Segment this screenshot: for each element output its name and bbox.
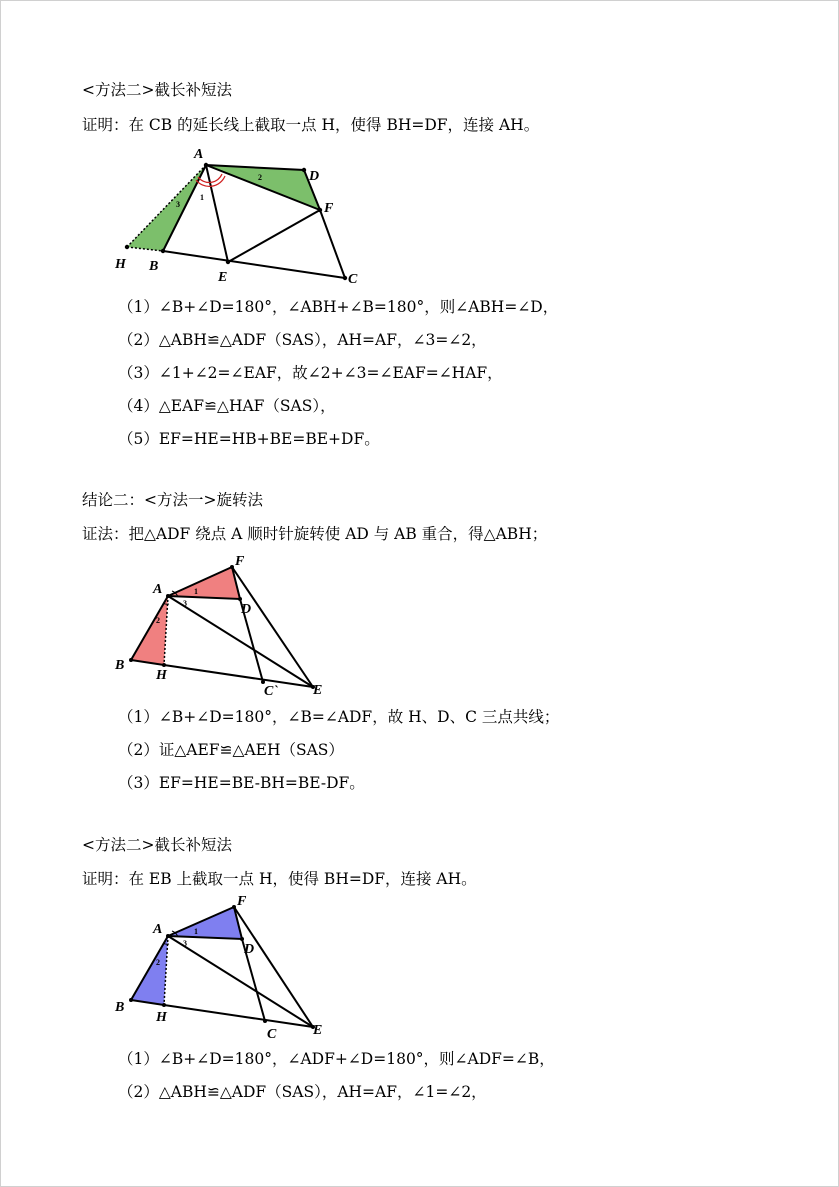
- angle-2: 2: [258, 173, 262, 182]
- label-e: E: [313, 1023, 323, 1038]
- label-h: H: [115, 257, 126, 272]
- label-f: F: [324, 201, 334, 216]
- section1-heading: <方法二>截长补短法: [82, 81, 232, 99]
- figure-3: [108, 895, 338, 1045]
- triangle-afd: [168, 567, 240, 599]
- label-e: E: [218, 270, 228, 285]
- label-a: A: [153, 922, 163, 937]
- label-c: C: [348, 272, 358, 287]
- section1-step-4: （4）△EAF≌△HAF（SAS），: [118, 397, 336, 415]
- angle-2: 2: [156, 616, 160, 625]
- label-b: B: [149, 259, 159, 274]
- section1-step-3: （3）∠1+∠2=∠EAF，故∠2+∠3=∠EAF=∠HAF，: [118, 364, 503, 382]
- angle-1: 1: [194, 587, 198, 596]
- angle-3: 3: [183, 939, 187, 948]
- section1-step-2: （2）△ABH≌△ADF（SAS），AH=AF，∠3=∠2，: [118, 331, 487, 349]
- label-h: H: [156, 1010, 167, 1025]
- label-e: E: [313, 683, 323, 698]
- angle-2: 2: [156, 958, 160, 967]
- section2-heading: 结论二：<方法一>旋转法: [82, 491, 263, 509]
- section2-step-1: （1）∠B+∠D=180°，∠B=∠ADF，故 H、D、C 三点共线；: [118, 708, 560, 726]
- section2-step-2: （2）证△AEF≌△AEH（SAS）: [118, 741, 344, 759]
- figure-2: [108, 555, 338, 700]
- label-d: D: [244, 942, 255, 957]
- angle-3: 3: [183, 599, 187, 608]
- label-d: D: [309, 169, 320, 184]
- section1-proof: 证明：在 CB 的延长线上截取一点 H，使得 BH=DF，连接 AH。: [82, 116, 540, 134]
- label-f: F: [237, 894, 247, 909]
- label-b: B: [115, 658, 125, 673]
- section3-step-1: （1）∠B+∠D=180°，∠ADF+∠D=180°，则∠ADF=∠B，: [118, 1050, 555, 1068]
- angle-1: 1: [200, 193, 204, 202]
- label-b: B: [115, 1000, 125, 1015]
- label-c: C: [267, 1027, 277, 1042]
- label-c: C`: [264, 684, 278, 699]
- label-d: D: [241, 602, 252, 617]
- figure-1: [108, 140, 368, 290]
- triangle-afd: [168, 907, 242, 939]
- section2-step-3: （3）EF=HE=BE-BH=BE-DF。: [118, 774, 365, 792]
- section1-step-1: （1）∠B+∠D=180°，∠ABH+∠B=180°，则∠ABH=∠D，: [118, 298, 559, 316]
- label-h: H: [156, 668, 167, 683]
- section3-step-2: （2）△ABH≌△ADF（SAS），AH=AF，∠1=∠2，: [118, 1083, 487, 1101]
- section3-heading: <方法二>截长补短法: [82, 836, 232, 854]
- label-f: F: [235, 554, 245, 569]
- section1-step-5: （5）EF=HE=HB+BE=BE+DF。: [118, 430, 380, 448]
- section3-proof: 证明：在 EB 上截取一点 H，使得 BH=DF，连接 AH。: [82, 870, 477, 888]
- angle-3: 3: [176, 200, 180, 209]
- label-a: A: [194, 147, 204, 162]
- angle-1: 1: [194, 927, 198, 936]
- section2-proof: 证法：把△ADF 绕点 A 顺时针旋转使 AD 与 AB 重合，得△ABH；: [82, 525, 548, 543]
- label-a: A: [153, 582, 163, 597]
